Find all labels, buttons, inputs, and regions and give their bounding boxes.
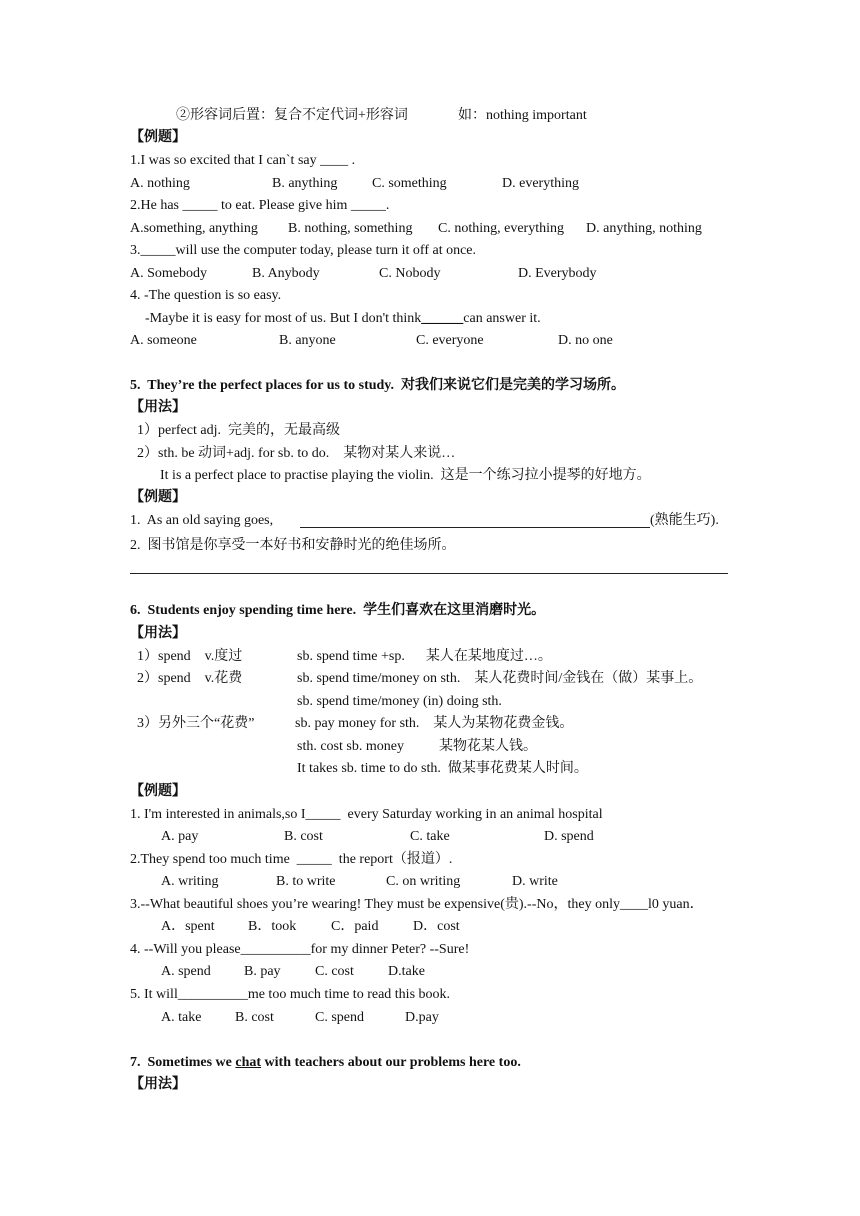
q1-option-c: C. take — [410, 829, 450, 844]
q3-option-b: B. Anybody — [252, 266, 320, 281]
q2-option-a: A.something, anything — [130, 221, 258, 236]
usage-header: 【用法】 — [130, 1077, 186, 1092]
question-5: 5. It will__________me too much time to read this book. — [130, 987, 451, 1002]
q3-option-a: A. Somebody — [130, 266, 207, 281]
answer-line — [300, 527, 650, 528]
q3-option-c: C．paid — [331, 919, 379, 934]
example-header: 【例题】 — [130, 784, 186, 799]
section-6-title: 6. Students enjoy spending time here. 学生们喜欢在这里消磨时光。 — [130, 603, 546, 618]
adj-rule: ②形容词后置：复合不定代词+形容词 — [176, 108, 408, 123]
q2-option-b: B. to write — [276, 874, 336, 889]
usage-1-label: 1）spend v.度过 — [137, 649, 243, 664]
q2-option-c: C. nothing, everything — [438, 221, 564, 236]
example-header: 【例题】 — [130, 130, 186, 145]
q2-option-c: C. on writing — [386, 874, 461, 889]
q5-option-a: A. take — [161, 1010, 202, 1025]
q2-option-a: A. writing — [161, 874, 219, 889]
answer-blank: ______ — [421, 311, 464, 326]
question-4-line-2: -Maybe it is easy for most of us. But I don't think______can answer it. — [145, 311, 541, 326]
usage-2-label: 2）spend v.花费 — [137, 671, 243, 686]
usage-3-label: 3）另外三个“花费” — [137, 716, 255, 731]
usage-2: 2）sth. be 动词+adj. for sb. to do. 某物对某人来说… — [137, 446, 456, 461]
adj-example: 如：nothing important — [458, 108, 587, 123]
q1-option-d: D. spend — [544, 829, 594, 844]
usage-1: 1）perfect adj. 完美的，无最高级 — [137, 423, 340, 438]
q2-option-d: D. anything, nothing — [586, 221, 702, 236]
question-3: 3._____will use the computer today, please turn it off at once. — [130, 243, 477, 258]
usage-1-text: sb. spend time +sp. 某人在某地度过…。 — [297, 649, 552, 664]
exercise-1-pre: 1. As an old saying goes, — [130, 513, 281, 528]
q1-option-a: A. pay — [161, 829, 199, 844]
q4-option-b: B. pay — [244, 964, 281, 979]
q5-option-d: D.pay — [405, 1010, 439, 1025]
question-3: 3.--What beautiful shoes you’re wearing! They must be expensive(贵).--No，they only____l0 yuan． — [130, 897, 704, 912]
q1-option-c: C. something — [372, 176, 447, 191]
q1-option-b: B. cost — [284, 829, 323, 844]
q3-option-c: C. Nobody — [379, 266, 441, 281]
q2-option-d: D. write — [512, 874, 558, 889]
q4-option-d: D.take — [388, 964, 425, 979]
q1-option-a: A. nothing — [130, 176, 190, 191]
example-header: 【例题】 — [130, 490, 186, 505]
question-4: 4. --Will you please__________for my dinner Peter? --Sure! — [130, 942, 470, 957]
usage-header: 【用法】 — [130, 400, 186, 415]
question-2: 2.He has _____ to eat. Please give him _____. — [130, 198, 390, 213]
question-1: 1.I was so excited that I can`t say ____ . — [130, 153, 356, 168]
q4-option-c: C. cost — [315, 964, 354, 979]
usage-2-text: sb. spend time/money on sth. 某人花费时间/金钱在（做）某事上。 — [297, 671, 703, 686]
exercise-2: 2. 图书馆是你享受一本好书和安静时光的绝佳场所。 — [130, 538, 456, 553]
q3-option-a: A．spent — [161, 919, 215, 934]
section-7-title: 7. Sometimes we chat with teachers about our problems here too. — [130, 1055, 521, 1070]
q4-option-d: D. no one — [558, 333, 613, 348]
usage-3-text: sb. pay money for sth. 某人为某物花费金钱。 — [295, 716, 574, 731]
q4-option-b: B. anyone — [279, 333, 336, 348]
q5-option-c: C. spend — [315, 1010, 364, 1025]
q3-option-b: B．took — [248, 919, 297, 934]
question-2: 2.They spend too much time _____ the report（报道）. — [130, 852, 453, 867]
usage-header: 【用法】 — [130, 626, 186, 641]
q3-option-d: D. Everybody — [518, 266, 597, 281]
usage-3-text-3: It takes sb. time to do sth. 做某事花费某人时间。 — [297, 761, 588, 776]
q1-option-b: B. anything — [272, 176, 338, 191]
divider — [130, 573, 728, 574]
usage-3-text-2: sth. cost sb. money 某物花某人钱。 — [297, 739, 537, 754]
q4-option-a: A. spend — [161, 964, 211, 979]
usage-2-example: It is a perfect place to practise playing the violin. 这是一个练习拉小提琴的好地方。 — [160, 468, 651, 483]
q1-option-d: D. everything — [502, 176, 579, 191]
q2-option-b: B. nothing, something — [288, 221, 413, 236]
q3-option-d: D．cost — [413, 919, 460, 934]
section-5-title: 5. They’re the perfect places for us to study. 对我们来说它们是完美的学习场所。 — [130, 378, 626, 393]
keyword-chat: chat — [235, 1055, 262, 1070]
q4-option-a: A. someone — [130, 333, 197, 348]
question-1: 1. I'm interested in animals,so I_____ every Saturday working in an animal hospital — [130, 807, 603, 822]
q5-option-b: B. cost — [235, 1010, 274, 1025]
q4-option-c: C. everyone — [416, 333, 484, 348]
question-4-line-1: 4. -The question is so easy. — [130, 288, 282, 303]
exercise-1-post: (熟能生巧). — [650, 513, 719, 528]
usage-2-text-2: sb. spend time/money (in) doing sth. — [297, 694, 502, 709]
